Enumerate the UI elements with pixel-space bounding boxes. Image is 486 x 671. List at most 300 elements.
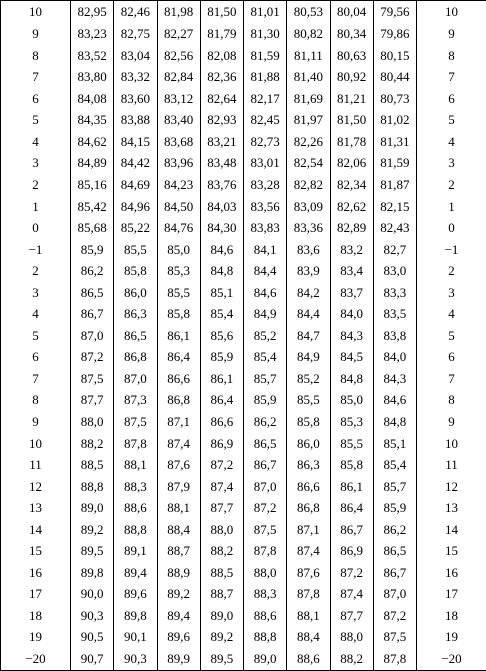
table-cell: 87,5: [71, 368, 114, 390]
table-cell: 84,6: [200, 238, 243, 260]
table-row: [1, 583, 486, 605]
table-cell: 88,0: [71, 411, 114, 433]
table-row: [1, 368, 486, 390]
table-cell: 83,2: [330, 238, 373, 260]
table-cell: 85,5: [157, 281, 200, 303]
table-cell: 84,08: [71, 88, 114, 110]
row-label-right: 10: [417, 432, 486, 454]
table-cell: 89,2: [200, 626, 243, 648]
table-cell: 88,0: [200, 518, 243, 540]
table-cell: 85,0: [157, 238, 200, 260]
table-cell: 83,0: [373, 260, 416, 282]
table-cell: 80,82: [287, 23, 330, 45]
table-cell: 88,0: [330, 626, 373, 648]
table-row: [1, 195, 486, 217]
row-label-left: 9: [1, 23, 71, 45]
row-label-left: −1: [1, 238, 71, 260]
table-row: [1, 605, 486, 627]
table-cell: 85,8: [157, 303, 200, 325]
row-label-left: 0: [1, 217, 71, 239]
row-label-left: 16: [1, 562, 71, 584]
table-cell: 85,4: [200, 303, 243, 325]
table-cell: 82,46: [114, 1, 157, 23]
table-cell: 87,7: [330, 605, 373, 627]
table-cell: 80,73: [373, 88, 416, 110]
table-cell: 84,15: [114, 131, 157, 153]
table-cell: 89,5: [71, 540, 114, 562]
table-cell: 80,34: [330, 23, 373, 45]
table-cell: 83,04: [114, 44, 157, 66]
table-cell: 81,79: [200, 23, 243, 45]
table-body: [1, 1, 486, 671]
table-cell: 81,69: [287, 88, 330, 110]
row-label-right: 8: [417, 44, 486, 66]
table-cell: 81,21: [330, 88, 373, 110]
table-cell: 84,62: [71, 131, 114, 153]
table-cell: 85,7: [373, 475, 416, 497]
table-cell: 85,68: [71, 217, 114, 239]
table-cell: 88,3: [114, 475, 157, 497]
table-cell: 87,0: [71, 325, 114, 347]
table-cell: 88,4: [287, 626, 330, 648]
table-cell: 86,3: [114, 303, 157, 325]
table-cell: 90,3: [114, 648, 157, 671]
table-cell: 82,95: [71, 1, 114, 23]
table-cell: 89,2: [71, 518, 114, 540]
row-label-right: 14: [417, 518, 486, 540]
table-cell: 82,7: [373, 238, 416, 260]
row-label-right: 2: [417, 174, 486, 196]
table-cell: 88,6: [244, 605, 287, 627]
table-cell: 87,4: [157, 432, 200, 454]
table-row: [1, 217, 486, 239]
table-cell: 88,1: [114, 454, 157, 476]
row-label-left: 10: [1, 432, 71, 454]
table-cell: 80,63: [330, 44, 373, 66]
table-cell: 82,06: [330, 152, 373, 174]
table-cell: 89,1: [114, 540, 157, 562]
row-label-left: 14: [1, 518, 71, 540]
table-row: [1, 540, 486, 562]
row-label-right: 7: [417, 66, 486, 88]
table-cell: 81,87: [373, 174, 416, 196]
table-cell: 89,4: [114, 562, 157, 584]
table-cell: 87,4: [287, 540, 330, 562]
table-cell: 88,8: [71, 475, 114, 497]
table-cell: 88,5: [200, 562, 243, 584]
table-cell: 86,1: [330, 475, 373, 497]
table-cell: 85,2: [287, 368, 330, 390]
row-label-left: 19: [1, 626, 71, 648]
table-cell: 85,9: [200, 346, 243, 368]
table-cell: 89,6: [114, 583, 157, 605]
row-label-right: 7: [417, 368, 486, 390]
table-cell: 83,4: [330, 260, 373, 282]
table-cell: 85,6: [200, 325, 243, 347]
table-cell: 82,56: [157, 44, 200, 66]
table-cell: 86,7: [373, 562, 416, 584]
table-cell: 82,27: [157, 23, 200, 45]
row-label-left: 3: [1, 152, 71, 174]
table-cell: 88,1: [287, 605, 330, 627]
table-row: [1, 411, 486, 433]
table-row: [1, 389, 486, 411]
table-cell: 84,7: [287, 325, 330, 347]
table-cell: 89,9: [157, 648, 200, 671]
table-cell: 84,23: [157, 174, 200, 196]
table-cell: 82,82: [287, 174, 330, 196]
table-cell: 86,6: [287, 475, 330, 497]
row-label-left: 6: [1, 346, 71, 368]
table-cell: 81,50: [330, 109, 373, 131]
row-label-right: 10: [417, 1, 486, 23]
table-cell: 87,2: [244, 497, 287, 519]
table-cell: 90,5: [71, 626, 114, 648]
table-cell: 81,02: [373, 109, 416, 131]
table-cell: 86,1: [157, 325, 200, 347]
table-cell: 83,01: [244, 152, 287, 174]
row-label-left: 8: [1, 44, 71, 66]
table-row: [1, 325, 486, 347]
table-row: [1, 562, 486, 584]
table-cell: 86,4: [200, 389, 243, 411]
table-cell: 88,1: [157, 497, 200, 519]
row-label-right: 9: [417, 411, 486, 433]
table-cell: 87,2: [373, 605, 416, 627]
table-row: [1, 518, 486, 540]
table-cell: 87,0: [114, 368, 157, 390]
table-cell: 86,9: [330, 540, 373, 562]
table-cell: 81,40: [287, 66, 330, 88]
row-label-right: 8: [417, 389, 486, 411]
table-cell: 87,5: [114, 411, 157, 433]
table-cell: 81,97: [287, 109, 330, 131]
table-cell: 86,6: [157, 368, 200, 390]
table-cell: 88,4: [157, 518, 200, 540]
row-label-left: 8: [1, 389, 71, 411]
row-label-right: 5: [417, 109, 486, 131]
table-cell: 87,5: [373, 626, 416, 648]
table-cell: 85,0: [330, 389, 373, 411]
table-cell: 80,04: [330, 1, 373, 23]
table-row: [1, 475, 486, 497]
table-cell: 86,2: [244, 411, 287, 433]
table-cell: 84,3: [373, 368, 416, 390]
table-cell: 82,84: [157, 66, 200, 88]
table-cell: 86,5: [373, 540, 416, 562]
row-label-right: −1: [417, 238, 486, 260]
table-cell: 83,9: [287, 260, 330, 282]
table-cell: 83,68: [157, 131, 200, 153]
table-cell: 84,30: [200, 217, 243, 239]
table-cell: 84,3: [330, 325, 373, 347]
row-label-right: 1: [417, 195, 486, 217]
table-cell: 88,9: [157, 562, 200, 584]
table-cell: 83,60: [114, 88, 157, 110]
table-cell: 85,8: [114, 260, 157, 282]
table-cell: 86,5: [244, 432, 287, 454]
table-cell: 88,2: [200, 540, 243, 562]
table-cell: 84,2: [287, 281, 330, 303]
table-cell: 88,0: [244, 562, 287, 584]
table-row: [1, 497, 486, 519]
table-cell: 82,34: [330, 174, 373, 196]
row-label-left: 6: [1, 88, 71, 110]
row-label-right: 16: [417, 562, 486, 584]
table-cell: 87,8: [114, 432, 157, 454]
table-cell: 81,88: [244, 66, 287, 88]
table-cell: 81,30: [244, 23, 287, 45]
table-cell: 86,7: [71, 303, 114, 325]
row-label-left: 3: [1, 281, 71, 303]
table-cell: 84,6: [373, 389, 416, 411]
table-cell: 85,9: [244, 389, 287, 411]
table-cell: 86,6: [200, 411, 243, 433]
row-label-right: 4: [417, 131, 486, 153]
row-label-right: −20: [417, 648, 486, 671]
table-cell: 80,44: [373, 66, 416, 88]
table-cell: 83,48: [200, 152, 243, 174]
table-cell: 84,1: [244, 238, 287, 260]
row-label-left: 13: [1, 497, 71, 519]
table-cell: 86,7: [244, 454, 287, 476]
table-cell: 87,0: [373, 583, 416, 605]
table-cell: 83,21: [200, 131, 243, 153]
table-cell: 85,8: [330, 454, 373, 476]
table-cell: 81,59: [244, 44, 287, 66]
row-label-right: 19: [417, 626, 486, 648]
row-label-left: 10: [1, 1, 71, 23]
row-label-right: 4: [417, 303, 486, 325]
table-cell: 85,9: [71, 238, 114, 260]
table-cell: 87,6: [287, 562, 330, 584]
table-cell: 87,8: [373, 648, 416, 671]
table-cell: 85,5: [114, 238, 157, 260]
table-cell: 84,9: [244, 303, 287, 325]
table-row: [1, 626, 486, 648]
table-cell: 88,5: [71, 454, 114, 476]
row-label-left: 18: [1, 605, 71, 627]
table-cell: 85,42: [71, 195, 114, 217]
row-label-left: −20: [1, 648, 71, 671]
row-label-left: 5: [1, 109, 71, 131]
table-cell: 85,3: [330, 411, 373, 433]
table-cell: 90,7: [71, 648, 114, 671]
row-label-left: 5: [1, 325, 71, 347]
row-label-right: 0: [417, 217, 486, 239]
table-cell: 86,9: [200, 432, 243, 454]
table-cell: 86,8: [287, 497, 330, 519]
table-cell: 86,0: [287, 432, 330, 454]
table-cell: 84,69: [114, 174, 157, 196]
row-label-left: 12: [1, 475, 71, 497]
table-cell: 84,8: [330, 368, 373, 390]
table-cell: 86,2: [71, 260, 114, 282]
table-row: [1, 432, 486, 454]
row-label-left: 9: [1, 411, 71, 433]
table-cell: 88,7: [200, 583, 243, 605]
table-cell: 82,54: [287, 152, 330, 174]
table-cell: 80,53: [287, 1, 330, 23]
table-cell: 84,03: [200, 195, 243, 217]
table-cell: 85,1: [373, 432, 416, 454]
table-cell: 85,2: [244, 325, 287, 347]
row-label-right: 18: [417, 605, 486, 627]
table-cell: 87,5: [244, 518, 287, 540]
table-cell: 84,50: [157, 195, 200, 217]
table-cell: 88,2: [330, 648, 373, 671]
table-cell: 83,3: [373, 281, 416, 303]
table-row: [1, 109, 486, 131]
table-cell: 84,5: [330, 346, 373, 368]
table-row: [1, 281, 486, 303]
row-label-right: 5: [417, 325, 486, 347]
table-cell: 83,6: [287, 238, 330, 260]
table-cell: 84,8: [373, 411, 416, 433]
table-cell: 89,8: [114, 605, 157, 627]
table-cell: 85,3: [157, 260, 200, 282]
row-label-right: 11: [417, 454, 486, 476]
table-row: [1, 44, 486, 66]
table-cell: 85,5: [330, 432, 373, 454]
row-label-left: 15: [1, 540, 71, 562]
table-cell: 80,15: [373, 44, 416, 66]
table-cell: 83,80: [71, 66, 114, 88]
table-cell: 87,6: [157, 454, 200, 476]
table-row: [1, 88, 486, 110]
table-cell: 88,6: [287, 648, 330, 671]
table-cell: 89,5: [200, 648, 243, 671]
table-cell: 85,1: [200, 281, 243, 303]
row-label-left: 7: [1, 66, 71, 88]
table-cell: 89,4: [157, 605, 200, 627]
table-cell: 86,4: [157, 346, 200, 368]
row-label-right: 6: [417, 346, 486, 368]
table-cell: 84,35: [71, 109, 114, 131]
table-row: [1, 131, 486, 153]
table-cell: 88,8: [114, 518, 157, 540]
table-cell: 85,9: [373, 497, 416, 519]
table-cell: 86,4: [330, 497, 373, 519]
table-row: [1, 454, 486, 476]
table-cell: 84,96: [114, 195, 157, 217]
table-cell: 87,1: [157, 411, 200, 433]
table-cell: 87,4: [200, 475, 243, 497]
row-label-left: 1: [1, 195, 71, 217]
table-cell: 83,88: [114, 109, 157, 131]
table-row: [1, 1, 486, 23]
table-cell: 85,5: [287, 389, 330, 411]
row-label-right: 13: [417, 497, 486, 519]
table-cell: 81,31: [373, 131, 416, 153]
table-cell: 82,62: [330, 195, 373, 217]
table-cell: 84,4: [287, 303, 330, 325]
table-cell: 80,92: [330, 66, 373, 88]
row-label-right: 12: [417, 475, 486, 497]
table-cell: 87,9: [157, 475, 200, 497]
table-cell: 87,7: [71, 389, 114, 411]
table-cell: 86,8: [114, 346, 157, 368]
row-label-right: 17: [417, 583, 486, 605]
table-cell: 86,7: [330, 518, 373, 540]
table-row: [1, 238, 486, 260]
table-cell: 87,2: [200, 454, 243, 476]
table-cell: 85,8: [287, 411, 330, 433]
table-cell: 86,8: [157, 389, 200, 411]
table-cell: 83,23: [71, 23, 114, 45]
table-cell: 83,8: [373, 325, 416, 347]
table-cell: 86,3: [287, 454, 330, 476]
table-cell: 82,64: [200, 88, 243, 110]
row-label-right: 6: [417, 88, 486, 110]
table-cell: 82,17: [244, 88, 287, 110]
table-cell: 86,5: [71, 281, 114, 303]
table-cell: 88,7: [157, 540, 200, 562]
table-cell: 83,52: [71, 44, 114, 66]
table-cell: 88,3: [244, 583, 287, 605]
table-cell: 79,56: [373, 1, 416, 23]
table-cell: 90,0: [71, 583, 114, 605]
table-cell: 87,8: [287, 583, 330, 605]
table-cell: 84,89: [71, 152, 114, 174]
table-cell: 89,6: [157, 626, 200, 648]
table-cell: 89,2: [157, 583, 200, 605]
table-row: [1, 152, 486, 174]
table-cell: 82,43: [373, 217, 416, 239]
table-row: [1, 260, 486, 282]
table-cell: 87,4: [330, 583, 373, 605]
table-cell: 88,8: [244, 626, 287, 648]
row-label-left: 2: [1, 174, 71, 196]
table-cell: 84,8: [200, 260, 243, 282]
table-cell: 84,9: [287, 346, 330, 368]
table-cell: 87,2: [330, 562, 373, 584]
table-cell: 84,0: [373, 346, 416, 368]
table-cell: 83,83: [244, 217, 287, 239]
table-row: [1, 174, 486, 196]
table-cell: 82,75: [114, 23, 157, 45]
row-label-right: 3: [417, 281, 486, 303]
table-cell: 84,0: [330, 303, 373, 325]
table-cell: 81,01: [244, 1, 287, 23]
table-cell: 82,08: [200, 44, 243, 66]
table-cell: 81,11: [287, 44, 330, 66]
table-cell: 85,16: [71, 174, 114, 196]
table-cell: 82,26: [287, 131, 330, 153]
row-label-left: 11: [1, 454, 71, 476]
table-cell: 81,98: [157, 1, 200, 23]
table-cell: 83,36: [287, 217, 330, 239]
table-cell: 82,36: [200, 66, 243, 88]
table-cell: 88,2: [71, 432, 114, 454]
table-cell: 87,8: [244, 540, 287, 562]
table-cell: 90,3: [71, 605, 114, 627]
table-cell: 83,12: [157, 88, 200, 110]
table-cell: 81,50: [200, 1, 243, 23]
table-cell: 87,7: [200, 497, 243, 519]
table-cell: 90,1: [114, 626, 157, 648]
table-cell: 83,96: [157, 152, 200, 174]
table-cell: 82,73: [244, 131, 287, 153]
table-row: [1, 648, 486, 671]
table-row: [1, 303, 486, 325]
table-cell: 85,4: [373, 454, 416, 476]
table-row: [1, 23, 486, 45]
table-cell: 83,40: [157, 109, 200, 131]
table-cell: 84,42: [114, 152, 157, 174]
table-cell: 85,7: [244, 368, 287, 390]
row-label-left: 4: [1, 303, 71, 325]
